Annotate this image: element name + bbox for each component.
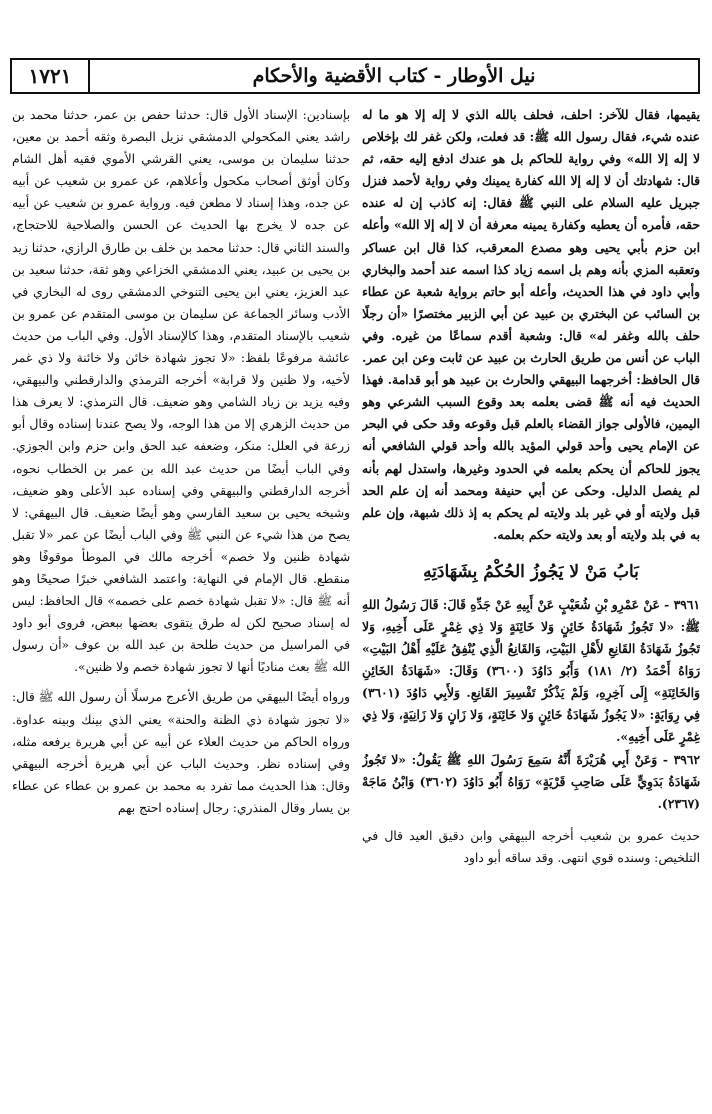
commentary-paragraph: بإسنادين: الإسناد الأول قال: حدثنا حفص بن عمر، حدثنا محمد بن راشد يعني المكحولي الدمشقي نزيل البصرة وثقه أحمد بن معين، حدثنا سليمان بن موسى، يعني القرشي الأموي فقيه أهل الشام وكان أوثق أصحاب مكحول وأعلاهم، عن عمرو بن شعيب عن أبيه عن جده، وهذا إسناد لا مطعن فيه. ورواية عمرو بن شعيب عن أبيه عن جده لا يخرج بها الحديث عن الحسن والصلاحية للاحتجاج، والسند الثاني قال: حدثنا محمد بن خلف بن طارق الرازي، حدثنا زيد بن يحيى بن عبيد، يعني الدمشقي الخزاعي وهو ثقة، حدثنا سعيد بن عبد العزيز، يعني ابن يحيى التنوخي الدمشقي روى له البخاري في الأدب وسائر الجماعة عن سليمان بن موسى المتقدم عن عمرو بن شعيب بالإسناد المتقدم، وهذا كالإسناد الأول. وفي الباب من حديث عائشة مرفوعًا بلفظ: «لا تجوز شهادة خائن ولا خائنة ولا ذي غمر لأخيه، ولا ظنين ولا قرابة» أخرجه الترمذي والدارقطني والبيهقي، وفيه يزيد بن زياد الشامي وهو ضعيف. قال الترمذي: لا يعرف هذا من حديث الزهري إلا من هذا الوجه، ولا يصح عندنا إسناده وقال أبو زرعة في العلل: منكر، وضعفه عبد الحق وابن حزم وابن الجوزي. وفي الباب أيضًا من حديث عبد الله بن عمر بن الخطاب نحوه، أخرجه الدارقطني والبيهقي وفي إسناده عبد الأعلى وهو ضعيف، وشيخه يحيى بن سعيد الفارسي وهو أيضًا ضعيف. قال البيهقي: لا يصح من هذا شيء عن النبي ﷺ وفي الباب أيضًا عن عمر «لا تقبل شهادة ظنين ولا خصم» أخرجه مالك في الموطأ موقوفًا وهو منقطع. قال الإمام في النهاية: واعتمد الشافعي خبرًا صحيحًا وهو أنه ﷺ قال: «لا تقبل شهادة خصم على خصمه» قال الحافظ: ليس له إسناد صحيح لكن له طرق يتقوى بعضها ببعض، فروى أبو داود في المراسيل من حديث طلحة بن عبد الله بن عوف «أن رسول الله ﷺ بعث مناديًا أنها لا تجوز شهادة خصم ولا ظنين».: [12, 108, 350, 675]
hadith-3962: ٣٩٦٢ - وَعَنْ أَبِي هُرَيْرَةَ أَنَّهُ سَمِعَ رَسُولَ اللهِ ﷺ يَقُولُ: «لا تَجُوزُ شَهَادَةُ بَدَوِيٍّ عَلَى صَاحِبِ قَرْيَةٍ» رَوَاهُ أَبُو دَاوُدَ (٣٦٠٢) وَابْنُ مَاجَهْ (٢٣٦٧).: [362, 751, 700, 811]
left-column: [12, 104, 350, 1104]
page-number: ١٧٢١: [12, 60, 90, 92]
commentary-paragraph: ورواه أيضًا البيهقي من طريق الأعرج مرسلًا أن رسول الله ﷺ قال: «لا تجوز شهادة ذي الظنة والحنة» يعني الذي بينك وبينه عداوة. ورواه الحاكم من حديث العلاء عن أبيه عن أبي هريرة يرفعه مثله، وفي إسناده نظر. وحديث الباب عن أبي هريرة أخرجه البيهقي وقال: هذا الحديث مما تفرد به محمد بن عمرو بن عطاء عن عطاء بن يسار وقال المنذري: رجال إسناده احتج بهم: [12, 690, 350, 815]
hadith-3961: ٣٩٦١ - عَنْ عَمْرِو بْنِ شُعَيْبٍ عَنْ أَبِيهِ عَنْ جَدِّهِ قَالَ: قَالَ رَسُولُ اللهِ ﷺ: «لا تَجُوزُ شَهَادَةُ خَائِنٍ وَلا خَائِنَةٍ وَلا ذِي غِمْرٍ عَلَى أَخِيهِ، وَلا تَجُوزُ شَهَادَةُ القَانِعِ لأَهْلِ البَيْتِ، وَالقَانِعُ الَّذِي يُنْفِقُ عَلَيْهِ أَهْلُ البَيْتِ» رَوَاهُ أَحْمَدُ (٢/ ١٨١) وَأَبُو دَاوُدَ (٣٦٠٠) وَقَالَ: «شَهَادَةُ الخَائِنِ وَالخَائِنَةِ» إِلَى آخِرِهِ، وَلَمْ يَذْكُرْ تَفْسِيرَ القَانِعِ. وَلأَبِي دَاوُدَ (٣٦٠١) فِي رِوَايَةٍ: «لا يَجُوزُ شَهَادَةُ خَائِنٍ وَلا خَائِنَةٍ، وَلا زَانٍ وَلا زَانِيَةٍ، وَلا ذِي غِمْرٍ عَلَى أَخِيهِ».: [362, 596, 700, 745]
running-title: نيل الأوطار - كتاب الأقضية والأحكام: [252, 65, 536, 87]
chapter-title: بَابُ مَنْ لا يَجُوزُ الحُكْمُ بِشَهَادَتِهِ: [423, 561, 639, 582]
commentary-paragraph: حديث عمرو بن شعيب أخرجه البيهقي وابن دقيق العيد قال في التلخيص: وسنده قوي انتهى. وقد ساقه أبو داود: [362, 828, 700, 865]
page-header: [10, 58, 700, 94]
right-column: [362, 104, 700, 1104]
commentary-paragraph: يقيمها، فقال للآخر: احلف، فحلف بالله الذي لا إله إلا هو ما له عنده شيء، فقال رسول الله ﷺ: قد فعلت، ولكن غفر لك بإخلاص لا إله إلا الله» وفي رواية للحاكم بل هو عندك ادفع إليه حقه، ثم قال: شهادتك أن لا إله إلا الله كفارة يمينك وفي رواية لأحمد فنزل جبريل عليه السلام على النبي ﷺ فقال: إنه كاذب إن له عنده حقه، فأمره أن يعطيه وكفارة يمينه معرفة أن لا إله إلا الله» وأعله ابن حزم بأبي يحيى وهو مصدع المعرقب، كذا قال ابن عساكر وتعقبه المزي بأنه وهم بل اسمه زياد كذا اسمه عند أحمد والبخاري وأبي داود في هذا الحديث، وأعله أبو حاتم برواية شعبة عن عطاء بن السائب عن البختري بن عبيد عن أبي الزبير مختصرًا «أن رجلًا حلف بالله وغفر له» قال: وشعبة أقدم سماعًا من غيره. وفي الباب عن أنس من طريق الحارث بن عبيد عن ثابت وعن ابن عمر. قال الحافظ: أخرجهما البيهقي والحارث بن عبيد هو أبو قدامة. فهذا الحديث فيه أنه ﷺ قضى بعلمه بعد وقوع السبب الشرعي وهو اليمين، فالأولى جواز القضاء بالعلم قبل وقوعه وقد حكى في البحر عن الإمام يحيى وأحد قولي المؤيد بالله وأحد قولي الشافعي أنه يجوز للحاكم أن يحكم بعلمه في الحدود وغيرها، واستدل لهم بأنه لم يفصل الدليل. وحكى عن أبي حنيفة ومحمد أنه إن علم الحد قبل ولايته أو في غير بلد ولايته لم يحكم به إذ ذلك شبهة، وإن علم به في بلد ولايته أو بعد ولايته حكم بعلمه.: [362, 107, 700, 542]
